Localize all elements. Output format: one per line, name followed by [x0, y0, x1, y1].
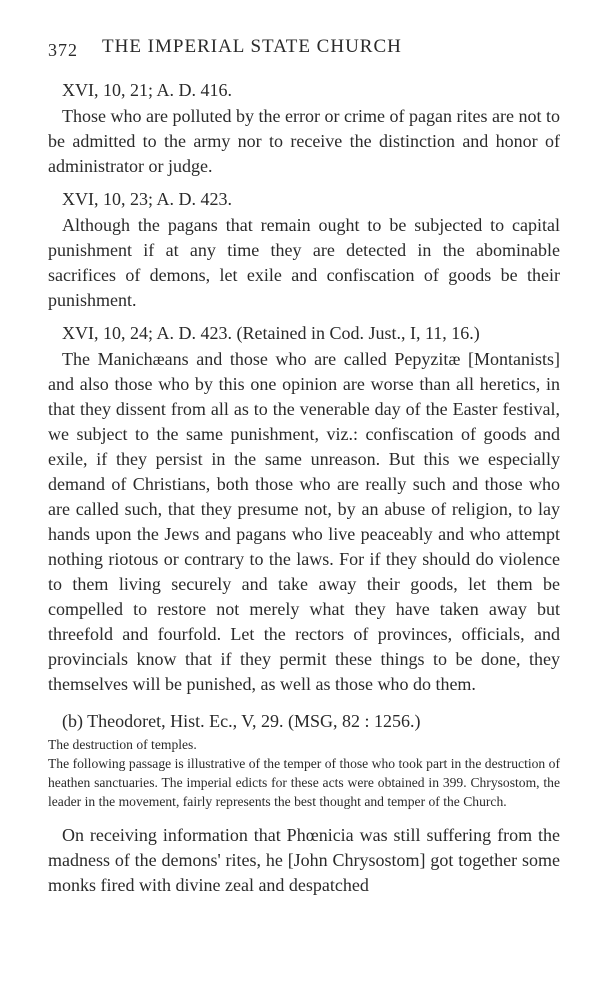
source-citation: (b) Theodoret, Hist. Ec., V, 29. (MSG, 82 : 1256.) [62, 711, 421, 731]
section-citation: XVI, 10, 23; A. D. 423. [62, 189, 232, 209]
section-citation: XVI, 10, 21; A. D. 416. [62, 80, 232, 100]
section-text: Although the pagans that remain ought to be subjected to capital punishment if at any time they are detected in the abominable sacrifices of demons, let exile and confiscation of goods be their punishment. [48, 215, 560, 310]
source-note: The following passage is illustrative of the temper of those who took part in the destruction of heathen sanctuaries. The imperial edicts for these acts were obtained in 399. Chrysostom, the leader in the movement, fairly represents the best thought and temper of the Church. [48, 756, 560, 809]
running-title: THE IMPERIAL STATE CHURCH [102, 36, 402, 57]
book-page [48, 36, 560, 902]
section-text: The Manichæans and those who are called Pepyzitæ [Montanists] and also those who by this one opinion are worse than all heretics, in that they dissent from all as to the venerable day of the Easter festival, we subject to the same punishment, viz.: confiscation of goods and exile, if they persist in the same unreason. But this we especially demand of Christians, both those who are really such and those who are called such, that they presume not, by an abuse of religion, to lay hands upon the Jews and pagans who live peaceably and who attempt nothing riotous or contrary to the laws. For if they should do violence to them living securely and take away their goods, let them be compelled to restore not merely what they have taken away but threefold and fourfold. Let the rectors of provinces, officials, and provincials know that if they permit these things to be done, they themselves will be punished, as well as those who do them. [48, 349, 560, 694]
page-number: 372 [48, 40, 78, 60]
source-subtitle: The destruction of temples. [48, 737, 197, 752]
section-citation: XVI, 10, 24; A. D. 423. (Retained in Cod. Just., I, 11, 16.) [62, 323, 480, 343]
source-text: On receiving information that Phœnicia was still suffering from the madness of the demons' rites, he [John Chrysostom] got together some monks fired with divine zeal and despatched [48, 825, 560, 895]
running-header [48, 36, 560, 70]
section-text: Those who are polluted by the error or crime of pagan rites are not to be admitted to the army nor to receive the distinction and honor of administrator or judge. [48, 106, 560, 176]
